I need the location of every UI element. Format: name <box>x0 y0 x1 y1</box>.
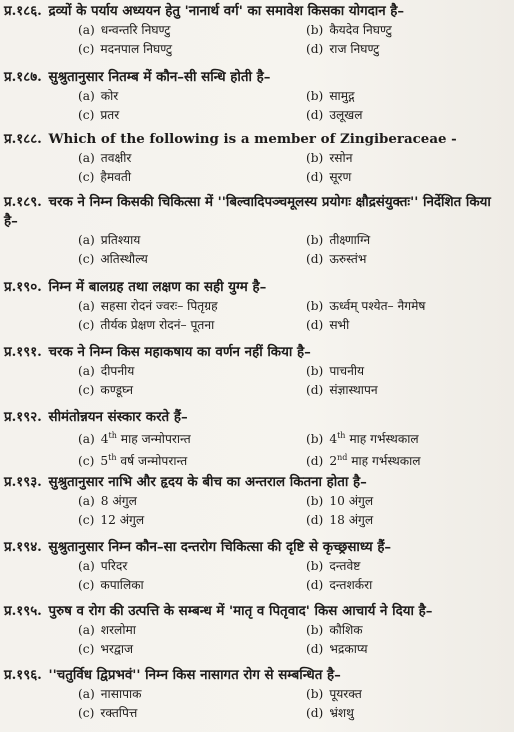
option-text: भरद्वाज <box>100 642 134 656</box>
option-a <box>78 621 306 639</box>
option-text: (d) <box>306 318 324 332</box>
question-number: प्र.१९६. <box>4 667 42 683</box>
option-text: (d) <box>306 108 324 122</box>
question-number: प्र.१८८. <box>4 131 42 147</box>
option-text: (b) <box>306 23 324 37</box>
options <box>78 492 508 529</box>
option-text: (b) <box>306 364 324 378</box>
option-text: प्रतिश्याय <box>100 233 141 247</box>
question-193 <box>4 473 508 529</box>
question-text: सुश्रुतानुसार नितम्ब में कौन–सी सन्धि होती है– <box>48 69 271 85</box>
option-text: (c) <box>78 578 95 592</box>
question-text: सीमंतोन्नयन संस्कार करते हैं– <box>48 409 188 425</box>
option-text: संज्ञास्थापन <box>329 383 378 397</box>
option-text: (a) <box>78 494 95 508</box>
option-text: (b) <box>306 233 324 247</box>
option-text: (d) <box>306 454 324 469</box>
option-text: (a) <box>78 364 95 378</box>
option-text: कैयदेव निघण्टु <box>329 23 392 37</box>
question-stem <box>4 278 508 297</box>
question-text: सुश्रुतानुसार नाभि और हृदय के बीच का अन्तराल कितना होता है– <box>48 474 367 490</box>
question-text: Which of the following is a member of Zingiberaceae - <box>48 131 457 147</box>
option-text: वर्ष जन्मोपरान्त <box>116 454 188 469</box>
option-text: (c) <box>78 318 95 332</box>
option-text: (a) <box>78 299 95 313</box>
options <box>78 621 508 658</box>
option-text: (a) <box>78 233 95 247</box>
option-text: सामुद्ग <box>329 89 355 103</box>
option-c <box>78 576 306 594</box>
option-text: 2 <box>329 454 338 469</box>
option-a <box>78 21 306 39</box>
option-text: रसोन <box>329 151 353 165</box>
option-c <box>78 168 306 186</box>
option-c <box>78 40 306 58</box>
question-text: चरक ने निम्न किसकी चिकित्सा में ''बिल्वादिपञ्चमूलस्य प्रयोगः क्षौद्रसंयुक्तः'' निर्देशित किया है– <box>4 194 491 229</box>
option-text: कपालिका <box>100 578 144 592</box>
option-text: तवक्षीर <box>100 151 132 165</box>
option-c <box>78 449 306 470</box>
option-text: (d) <box>306 642 324 656</box>
option-text: (b) <box>306 299 324 313</box>
option-text: (c) <box>78 706 95 720</box>
option-text: कण्डूघ्न <box>100 383 134 397</box>
option-text: सभी <box>329 318 350 332</box>
option-b <box>306 362 514 380</box>
option-c <box>78 511 306 529</box>
option-a <box>78 557 306 575</box>
option-b <box>306 21 514 39</box>
question-stem <box>4 343 508 362</box>
question-number: प्र.१८९. <box>4 194 42 210</box>
option-text: (a) <box>78 623 95 637</box>
option-b <box>306 621 514 639</box>
option-a <box>78 231 306 249</box>
option-d <box>306 640 514 658</box>
option-text: ऊरुस्तंभ <box>329 252 367 266</box>
option-text: दन्तशर्करा <box>329 578 373 592</box>
option-d <box>306 168 514 186</box>
option-text: (a) <box>78 151 95 165</box>
option-text: पूयरक्त <box>329 687 362 701</box>
option-text: शरलोमा <box>100 623 136 637</box>
question-186 <box>4 2 508 58</box>
option-text: (c) <box>78 642 95 656</box>
option-text: (d) <box>306 578 324 592</box>
option-a <box>78 149 306 167</box>
question-192 <box>4 408 508 470</box>
option-a <box>78 362 306 380</box>
question-stem <box>4 666 508 685</box>
options <box>78 87 508 124</box>
question-number: प्र.१९०. <box>4 279 42 295</box>
question-text: पुरुष व रोग की उत्पत्ति के सम्बन्ध में 'मातृ व पितृवाद' किस आचार्य ने दिया है– <box>48 603 433 619</box>
option-d <box>306 704 514 722</box>
option-c <box>78 704 306 722</box>
option-text: अतिस्थौल्य <box>100 252 148 266</box>
option-text: (c) <box>78 513 95 527</box>
question-text: चरक ने निम्न किस महाकषाय का वर्णन नहीं किया है– <box>48 344 311 360</box>
option-b <box>306 87 514 105</box>
question-stem <box>4 193 504 231</box>
option-c <box>78 106 306 124</box>
option-text: (d) <box>306 383 324 397</box>
option-text: माह जन्मोपरान्त <box>116 432 191 447</box>
question-stem <box>4 473 508 492</box>
options <box>78 427 508 470</box>
question-number: प्र.१९४. <box>4 539 42 555</box>
question-text: निम्न में बालग्रह तथा लक्षण का सही युग्म है– <box>48 279 267 295</box>
option-text: भ्रंशथु <box>329 706 354 720</box>
option-text: (d) <box>306 252 324 266</box>
question-stem <box>4 538 508 557</box>
option-d <box>306 576 514 594</box>
option-text: (a) <box>78 23 95 37</box>
option-text: (c) <box>78 170 95 184</box>
option-b <box>306 149 514 167</box>
options <box>78 297 508 334</box>
question-stem <box>4 602 508 621</box>
option-c <box>78 640 306 658</box>
option-text: (b) <box>306 89 324 103</box>
question-number: प्र.१९५. <box>4 603 42 619</box>
option-text: धन्वन्तरि निघण्टु <box>100 23 171 37</box>
question-196 <box>4 666 508 722</box>
option-c <box>78 250 306 268</box>
question-number: प्र.१९२. <box>4 409 42 425</box>
question-stem <box>4 408 508 427</box>
option-text: कोर <box>100 89 119 103</box>
option-text: माह गर्भस्थकाल <box>345 432 419 447</box>
option-b <box>306 557 514 575</box>
option-text: प्रतर <box>100 108 120 122</box>
option-text: उलूखल <box>329 108 363 122</box>
option-text: भद्रकाप्य <box>329 642 368 656</box>
option-text: th <box>108 453 117 463</box>
option-text: कौशिक <box>329 623 363 637</box>
option-a <box>78 685 306 703</box>
option-text: सहसा रोदनं ज्वरः– पितृग्रह <box>100 299 218 313</box>
question-text: सुश्रुतानुसार निम्न कौन–सा दन्तरोग चिकित्सा की दृष्टि से कृच्छ्रसाध्य हैं– <box>48 539 392 555</box>
question-number: प्र.१८७. <box>4 69 42 85</box>
option-d <box>306 511 514 529</box>
option-text: 4 <box>329 432 338 447</box>
option-text: th <box>108 431 117 440</box>
question-text: ''चतुर्विध द्विप्रभवं'' निम्न किस नासागत रोग से सम्बन्धित है– <box>48 667 341 683</box>
question-194 <box>4 538 508 594</box>
option-text: तीर्यक प्रेक्षण रोदनं– पूतना <box>100 318 215 332</box>
question-stem <box>4 2 508 21</box>
option-d <box>306 316 514 334</box>
option-text: nd <box>337 453 348 463</box>
option-text: 5 <box>100 454 109 469</box>
option-d <box>306 40 514 58</box>
options <box>78 362 508 399</box>
question-188 <box>4 130 508 186</box>
option-a <box>78 87 306 105</box>
option-text: (b) <box>306 151 324 165</box>
option-a <box>78 492 306 510</box>
option-text: (b) <box>306 432 324 447</box>
option-text: (a) <box>78 89 95 103</box>
option-text: (d) <box>306 513 324 527</box>
option-text: (b) <box>306 559 324 573</box>
option-text: 18 अंगुल <box>329 513 374 527</box>
option-d <box>306 449 514 470</box>
question-195 <box>4 602 508 658</box>
option-text: (a) <box>78 559 95 573</box>
option-text: (a) <box>78 432 95 447</box>
option-b <box>306 297 514 315</box>
question-187 <box>4 68 508 124</box>
option-text: th <box>337 431 346 440</box>
options <box>78 21 508 58</box>
question-stem <box>4 130 508 149</box>
question-190 <box>4 278 508 334</box>
question-text: द्रव्यों के पर्याय अध्ययन हेतु 'नानार्थ वर्ग' का समावेश किसका योगदान है– <box>48 3 405 19</box>
option-text: 10 अंगुल <box>329 494 374 508</box>
option-text: 8 अंगुल <box>100 494 137 508</box>
question-number: प्र.१९१. <box>4 344 42 360</box>
option-d <box>306 381 514 399</box>
option-text: (d) <box>306 706 324 720</box>
option-text: माह गर्भस्थकाल <box>347 454 421 469</box>
question-191 <box>4 343 508 399</box>
options <box>78 557 508 594</box>
option-text: राज निघण्टु <box>329 42 380 56</box>
option-text: (c) <box>78 252 95 266</box>
option-d <box>306 250 514 268</box>
option-c <box>78 381 306 399</box>
option-a <box>78 297 306 315</box>
option-b <box>306 492 514 510</box>
option-b <box>306 231 514 249</box>
option-text: (c) <box>78 383 95 397</box>
option-text: दीपनीय <box>100 364 135 378</box>
option-text: 4 <box>100 432 109 447</box>
option-text: (b) <box>306 687 324 701</box>
option-text: पाचनीय <box>329 364 365 378</box>
option-b <box>306 427 514 448</box>
option-text: दन्तवेष्ट <box>329 559 361 573</box>
option-text: सूरण <box>329 170 352 184</box>
question-number: प्र.१८६. <box>4 3 42 19</box>
option-text: 12 अंगुल <box>100 513 145 527</box>
question-189 <box>4 193 508 268</box>
option-d <box>306 106 514 124</box>
options <box>78 149 508 186</box>
option-text: नासापाक <box>100 687 142 701</box>
option-text: ऊर्ध्वम् पश्येत– नैगमेष <box>329 299 426 313</box>
option-c <box>78 316 306 334</box>
option-text: (a) <box>78 687 95 701</box>
option-text: (b) <box>306 623 324 637</box>
question-stem <box>4 68 508 87</box>
option-text: परिदर <box>100 559 128 573</box>
option-text: मदनपाल निघण्टु <box>100 42 173 56</box>
option-text: (d) <box>306 170 324 184</box>
option-text: (c) <box>78 108 95 122</box>
question-number: प्र.१९३. <box>4 474 42 490</box>
option-text: तीक्ष्णाग्नि <box>329 233 371 247</box>
option-b <box>306 685 514 703</box>
option-text: हैमवती <box>100 170 131 184</box>
option-text: (c) <box>78 454 95 469</box>
option-text: (b) <box>306 494 324 508</box>
option-text: (d) <box>306 42 324 56</box>
option-text: रक्तपित्त <box>100 706 138 720</box>
option-a <box>78 427 306 448</box>
options <box>78 685 508 722</box>
option-text: (c) <box>78 42 95 56</box>
options <box>78 231 508 268</box>
